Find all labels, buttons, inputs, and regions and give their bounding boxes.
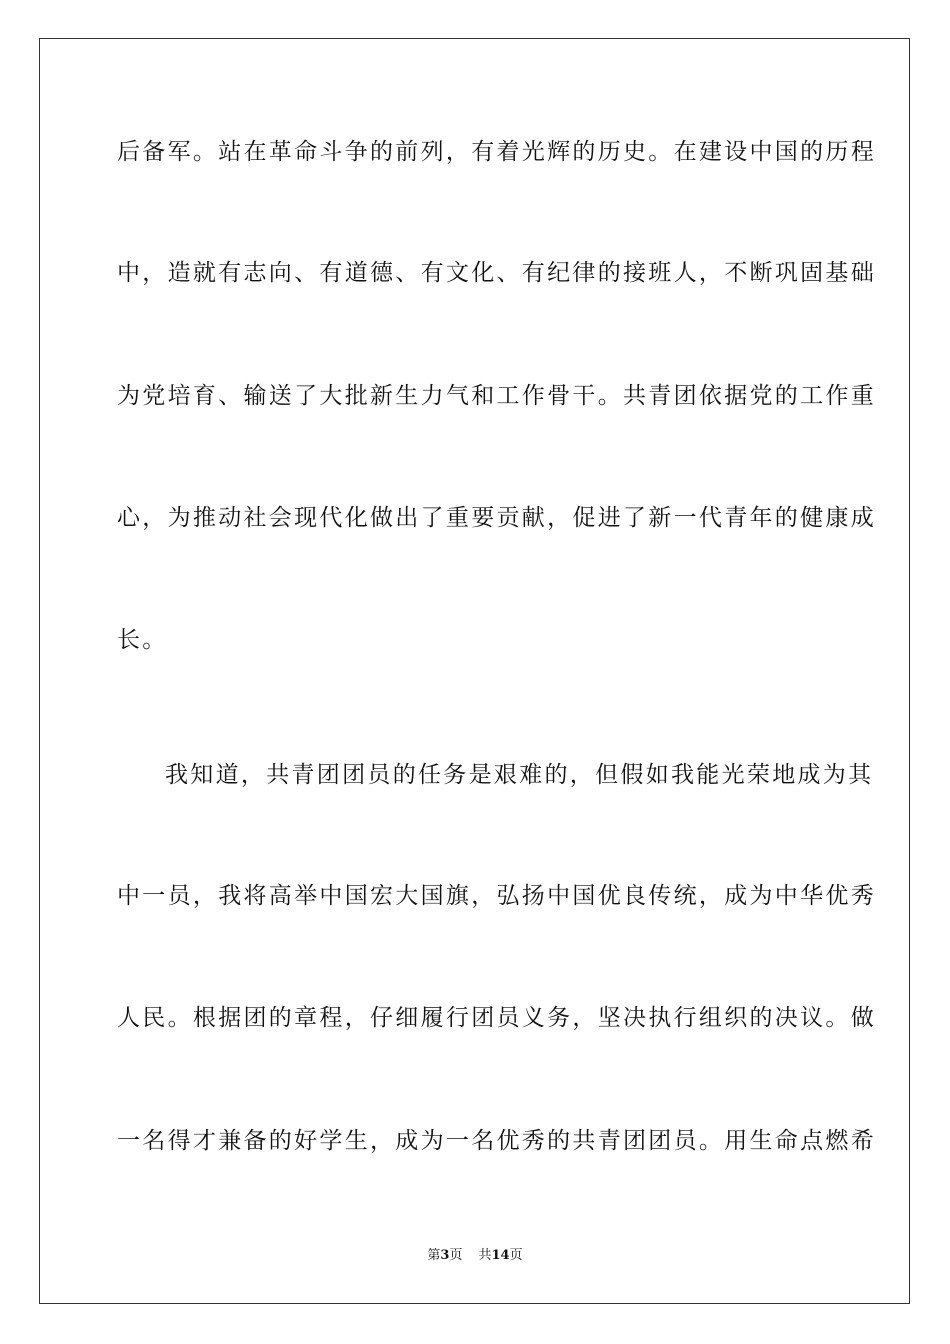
paragraph-line: 人民。根据团的章程，仔细履行团员义务，坚决执行组织的决议。做: [117, 1005, 876, 1031]
total-page-count: 14: [491, 1248, 510, 1263]
paragraph-line: 心，为推动社会现代化做出了重要贡献，促进了新一代青年的健康成: [117, 505, 876, 531]
total-unit: 页: [509, 1248, 523, 1263]
paragraph-line: 中一员，我将高举中国宏大国旗，弘扬中国优良传统，成为中华优秀: [117, 883, 876, 909]
page-border: [39, 38, 910, 1304]
total-prefix: 共: [478, 1248, 492, 1263]
paragraph-line: 为党培育、输送了大批新生力气和工作骨干。共青团依据党的工作重: [117, 383, 876, 409]
paragraph-line: 一名得才兼备的好学生，成为一名优秀的共青团团员。用生命点燃希: [117, 1128, 876, 1154]
paragraph-line: 后备军。站在革命斗争的前列，有着光辉的历史。在建设中国的历程: [117, 139, 876, 165]
paragraph-line: 我知道，共青团团员的任务是艰难的，但假如我能光荣地成为其: [165, 762, 874, 788]
paragraph-line: 中，造就有志向、有道德、有文化、有纪律的接班人，不断巩固基础: [117, 260, 876, 286]
page-footer: [0, 1247, 950, 1265]
page-prefix: 第: [427, 1248, 441, 1263]
page-unit: 页: [449, 1248, 463, 1263]
current-page-number: 3: [440, 1248, 450, 1263]
paragraph-line: 长。: [117, 627, 168, 653]
